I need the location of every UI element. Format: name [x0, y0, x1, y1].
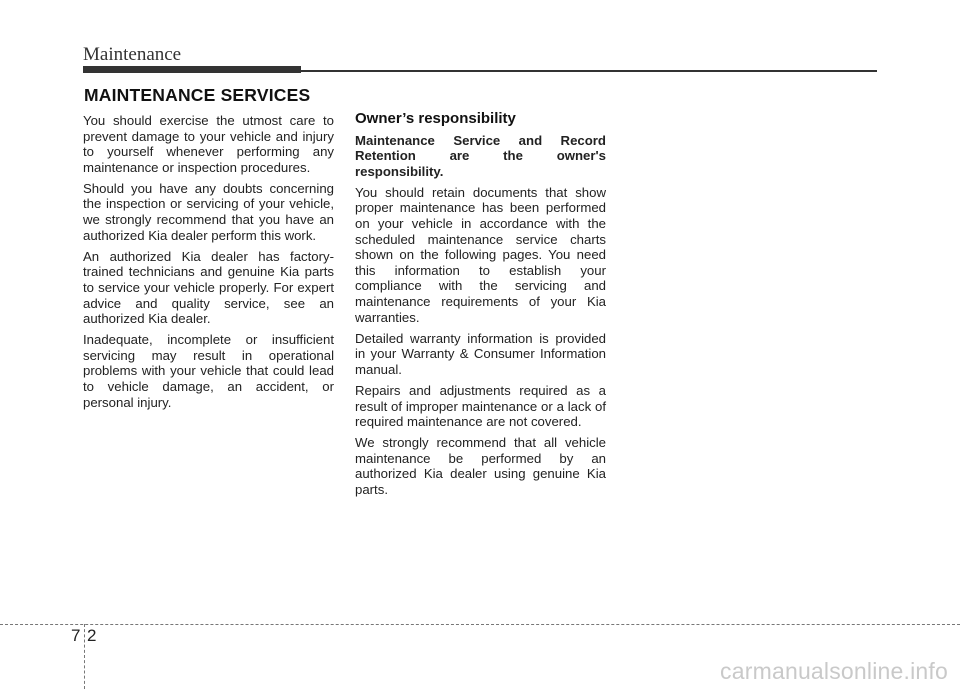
right-paragraph-1: You should retain documents that show proper maintenance has been performed on your vehicle in accordance with the scheduled maintenance service charts shown on the following pages. You need this information to establish your compliance with the servicing and maintenance requirements of your Kia warranties. — [355, 184, 606, 325]
footer-dashed-rule — [0, 624, 960, 625]
left-paragraph-3: An authorized Kia dealer has factory-trained technicians and genuine Kia parts to service your vehicle properly. For expert advice and quality service, see an authorized Kia dealer. — [83, 248, 334, 327]
lead-statement: Maintenance Service and Record Retention are the owner's responsibility. — [355, 132, 606, 179]
right-column — [355, 111, 606, 503]
footer-dashed-divider — [84, 624, 85, 689]
section-title: MAINTENANCE SERVICES — [84, 85, 311, 105]
owners-responsibility-heading: Owner’s responsibility — [355, 110, 516, 127]
right-paragraph-4: We strongly recommend that all vehicle maintenance be performed by an authorized Kia dealer using genuine Kia parts. — [355, 435, 606, 498]
chapter-number: 7 — [71, 626, 81, 645]
right-paragraph-3: Repairs and adjustments required as a result of improper maintenance or a lack of required maintenance are not covered. — [355, 383, 606, 430]
left-paragraph-1: You should exercise the utmost care to prevent damage to your vehicle and injury to yourself whenever performing any maintenance or inspection procedures. — [83, 113, 334, 175]
running-header: Maintenance — [83, 44, 182, 65]
left-paragraph-4: Inadequate, incomplete or insufficient servicing may result in operational problems with your vehicle that could lead to vehicle damage, an accident, or personal injury. — [83, 332, 334, 410]
left-column — [83, 113, 334, 416]
left-paragraph-2: Should you have any doubts concerning the inspection or servicing of your vehicle, we strongly recommend that you have an authorized Kia dealer perform this work. — [83, 180, 334, 243]
watermark: carmanualsonline.info — [720, 658, 948, 684]
right-paragraph-2: Detailed warranty information is provided in your Warranty & Consumer Information manual. — [355, 330, 606, 377]
page-number: 2 — [87, 626, 97, 645]
header-rule-thin — [301, 70, 877, 72]
header-rule-thick — [83, 66, 301, 73]
